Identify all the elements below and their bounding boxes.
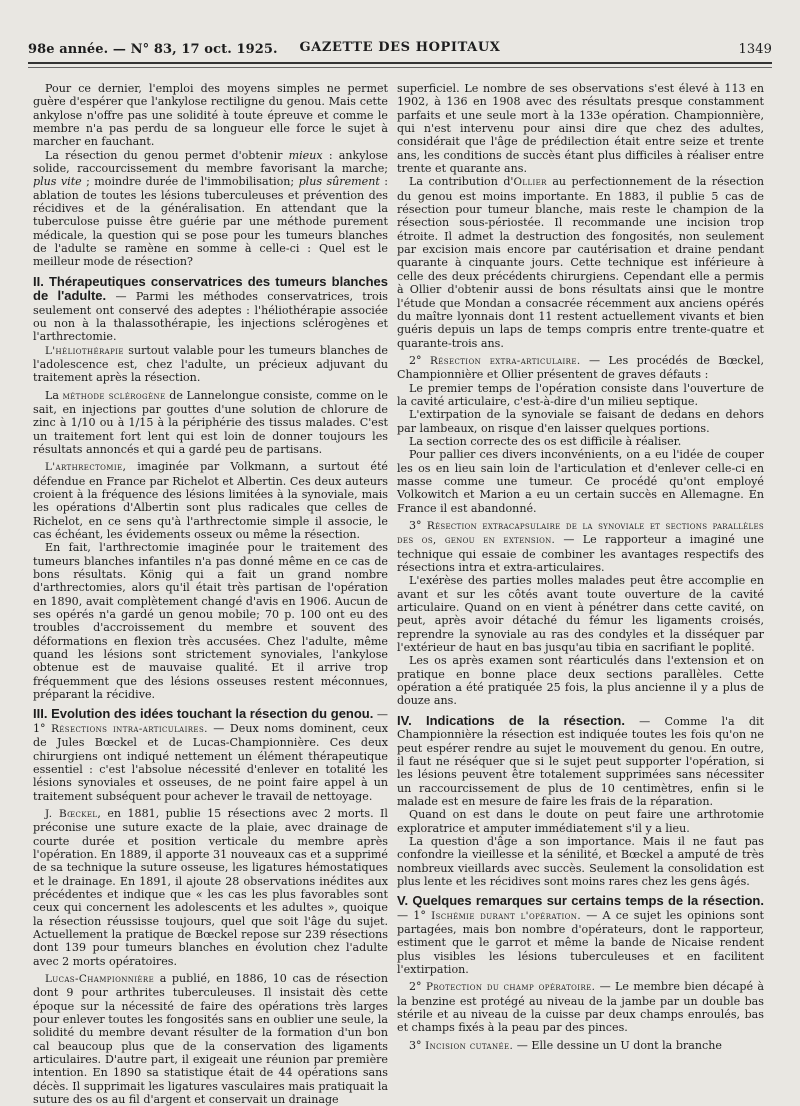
lead-term: Résections intra-articulaires. — [51, 722, 208, 735]
lead-term: Ollier — [513, 176, 547, 189]
paragraph: La section correcte des os est difficile à réaliser. — [409, 434, 682, 448]
paragraph: superficiel. Le nombre de ses observations s'est élevé à 113 en 1902, à 136 en 1908 avec des résultats presque constamment parfaits et une seule mort à la 133e opération. Championnière, qui n'est intervenu pour ainsi dire que chez des adultes, considérait que l'âge de prédilection était entre seize et trente ans, les conditions de succès étant plus difficiles à réaliser entre trente et quarante ans. — [397, 82, 764, 176]
lead-term: Incision cutanée. — [425, 1039, 514, 1052]
section-2 — [33, 275, 388, 344]
paragraph: L'exérèse des parties molles malades peut être accomplie en avant et sur les côtés avant toute ouverture de la cavité articulaire. Quand on en vient à pénétrer dans cette cavité, on peut, après avoir détaché du fémur les ligaments croisés, reprendre la synoviale au ras des condyles et la disséquer par l'extérieur de haut en bas jusqu'au tibia en sacrifiant le poplité. — [397, 574, 764, 655]
text-run: — Elle dessine un U dont la branche — [513, 1038, 722, 1052]
text-run: — 1° — [397, 908, 432, 922]
lead-term: J. Bœckel — [45, 807, 98, 820]
paragraph: En fait, l'arthrectomie imaginée pour le traitement des tumeurs blanches infantiles n'a pas donné même en ce cas de bons résultats. König qui a fait un grand nombre d'arthrectomies, alors qu'il était très partisan de l'opération en 1890, avait complètement changé d'avis en 1906. Aucun de ses opérés n'a gardé un genou mobile; 70 p. 100 ont eu des troubles d'accroissement du membre et souvent des déformations en flexion très accusées. Chez l'adulte, même quand les lésions sont strictement synoviales, l'ankylose obtenue est de mauvaise qualité. Et il arrive trop fréquemment que des lésions osseuses restent méconnues, préparant la récidive. — [33, 541, 388, 702]
text-run: : ankylose solide, raccourcissement du membre favorisant la marche; — [33, 148, 388, 176]
text-run: de Lannelongue consiste, comme on le sait, en injections par gouttes d'une solution de chlorure de zinc à 1/10 ou à 1/15 à la périphérie des tissus malades. C'est un traitement fort lent qui est loin de donner toujours les résultats annoncés et qui a gardé peu de partisans. — [33, 388, 388, 456]
section-heading: V. Quelques remarques sur certains temps de la résection. — [397, 893, 764, 909]
paragraph — [397, 980, 764, 1034]
italic-text: plus vite — [33, 175, 82, 189]
text-run: La — [45, 388, 63, 402]
issue-info: 98e année. — N° 83, 17 oct. 1925. — [28, 42, 278, 57]
text-run: — Parmi les méthodes conservatrices, trois seulement ont conservé des adeptes : l'héliothérapie associée ou non à la thalassothérapie, les injections sclérogènes et l'arthrectomie. — [33, 290, 388, 344]
text-run: — A ce sujet les opinions sont partagées, mais bon nombre d'opérateurs, dont le rapporteur, estiment que le garrot et même la bande de Nicaise rendent plus visibles les lésions tuberculeuses et en facilitent l'extirpation. — [397, 908, 764, 976]
journal-title: GAZETTE DES HOPITAUX — [299, 40, 501, 55]
lead-term: Résection extra-articulaire. — [430, 354, 581, 367]
paragraph — [397, 519, 764, 574]
lead-term: Lucas-Championnière — [45, 973, 155, 985]
lead-term: L'héliothérapie — [45, 344, 124, 357]
section-heading: II. Thérapeutiques conservatrices des tumeurs blanches de l'adulte. — [33, 273, 388, 304]
paragraph — [33, 389, 388, 457]
paragraph — [33, 460, 388, 541]
text-run: 2° — [409, 353, 431, 367]
text-run: — Comme l'a dit Championnière la résection est indiquée toutes les fois qu'on ne peut espérer rendre au sujet le mouvement du genou. En outre, il faut ne réséquer que si le sujet peut supporter l'opération, si les lésions peuvent être totalement supprimées sans nécessiter un raccourcissement de plus de 10 centimètres, enfin si le malade est en mesure de faire les frais de la réparation. — [397, 714, 764, 808]
text-run: — Le rapporteur a imaginé une technique qui essaie de combiner les avantages respectifs des résections intra et extra-articulaires. — [397, 533, 764, 575]
lead-term: méthode sclérogène — [62, 389, 166, 402]
section-3 — [33, 707, 388, 802]
section-4 — [397, 714, 764, 808]
paragraph: Pour ce dernier, l'emploi des moyens simples ne permet guère d'espérer que l'ankylose rectiligne du genou. Mais cette ankylose n'offre pas une solidité à toute épreuve et comme le membre n'a pas perdu de sa longueur elle force le sujet à marcher en fauchant. — [33, 82, 388, 149]
text-run: ; moindre durée de l'immobilisation; — [81, 175, 299, 189]
italic-text: mieux — [288, 148, 323, 162]
right-column — [397, 82, 764, 1094]
text-run: La résection du genou permet d'obtenir — [45, 148, 289, 162]
paragraph — [33, 972, 388, 1106]
paragraph — [33, 344, 388, 385]
lead-term: Protection du champ opératoire. — [425, 981, 596, 994]
lead-term: L'arthrectomie — [45, 461, 123, 474]
text-run: : ablation de toutes les lésions tuberculeuses et prévention des récidives et de la généralisation. En attendant que la tuberculose puisse être guérie par une méthode purement médicale, la question qui se pose pour les tumeurs blanches de l'adulte se ramène en somme à celle-ci : Quel est le meilleur mode de résection? — [33, 175, 388, 269]
text-run: — Les procédés de Bœckel, Championnière et Ollier présentent de graves défauts : — [397, 353, 765, 382]
paragraph: Le premier temps de l'opération consiste dans l'ouverture de la cavité articulaire, c'est-à-dire d'un milieu septique. — [397, 381, 764, 408]
text-run: — Le membre bien décapé à la benzine est protégé au niveau de la jambe par un double bas stérile et au niveau de la cuisse par deux champs enroulés, bas et champs fixés à la peau par des pinces. — [397, 980, 764, 1035]
italic-text: plus sûrement — [298, 175, 380, 189]
lead-term: Ischémie durant l'opération. — [431, 909, 582, 922]
text-run: 2° — [409, 980, 426, 994]
section-heading: IV. Indications de la résection. — [397, 712, 625, 728]
section-heading: III. Evolution des idées touchant la résection du genou. — [33, 706, 374, 722]
left-column — [33, 82, 388, 1106]
text-run: La contribution d' — [409, 175, 514, 189]
page-number: 1349 — [738, 42, 772, 57]
paragraph: La question d'âge a son importance. Mais il ne faut pas confondre la vieillesse et la sénilité, et Bœckel a amputé de très nombreux vieillards avec succès. Seulement la consolidation est plus lente et les récidives sont moins rares chez les gens âgés. — [397, 834, 764, 888]
text-run: 3° — [409, 519, 427, 532]
header-rule — [28, 62, 772, 64]
running-header — [28, 40, 772, 60]
paragraph — [33, 807, 388, 968]
text-run: au perfectionnement de la résection du genou est moins importante. En 1883, il publie 5 cas de résection pour tumeur blanche, mais reste le champion de la résection sous-périostée. Il recommande une incision trop étroite. Il admet la destruction des fongosités, non seulement par excision mais encore par cautérisation et draine pendant quarante à cinquante jours. Cette technique est inférieure à celle des deux précédents chirurgiens. Cependant elle a permis à Ollier d'obtenir aussi de bons résultats ainsi que le montre l'étude que Mondan a consacrée récemment aux anciens opérés du maître lyonnais dont 11 restent actuellement vivants et bien guéris depuis un laps de temps compris entre trente-quatre et quarante-trois ans. — [397, 175, 764, 350]
text-run: — 1° — [33, 708, 388, 735]
lead-term: Résection extracapsulaire de la synoviale et sections parallèles des os, genou en extension. — [397, 520, 764, 547]
paragraph — [397, 1039, 764, 1053]
text-run: , imaginée par Volkmann, a surtout été défendue en France par Richelot et Albertin. Ces deux auteurs croient à la fréquence des lésions limitées à la synoviale, mais les opérations d'Albertin sont plus radicales que celles de Richelot, en ce sens qu'à l'arthrectomie simple il associe, le cas échéant, les évidements osseux ou même la résection. — [33, 460, 388, 541]
header-rule-thin — [28, 67, 772, 68]
paragraph: L'extirpation de la synoviale se faisant de dedans en dehors par lambeaux, on risque d'en laisser quelques portions. — [397, 408, 764, 435]
text-run: surtout valable pour les tumeurs blanches de l'adolescence est, chez l'adulte, un précieux adjuvant du traitement après la résection. — [33, 343, 388, 385]
section-5 — [397, 894, 764, 976]
paragraph — [33, 149, 388, 269]
paragraph: Les os après examen sont réarticulés dans l'extension et on pratique en bonne place deux sections parallèles. Cette opération a été pratiquée 25 fois, la plus ancienne il y a plus de douze ans. — [397, 654, 764, 708]
text-run: 3° — [409, 1038, 426, 1052]
text-run: a publié, en 1886, 10 cas de résection dont 9 pour arthrites tuberculeuses. Il insistait dès cette époque sur la nécessité de faire des opérations très larges pour enlever toutes les fongosités sans en oublier une seule, la solidité du membre devant résulter de la formation d'un bon cal beaucoup plus que de la conservation des ligaments articulaires. D'autre part, il exigeait une réunion par première intention. En 1890 sa statistique était de 44 opérations sans décès. Il supprimait les ligatures vasculaires mais pratiquait la suture des os au fil d'argent et conservait un drainage — [33, 972, 388, 1106]
text-run: — Deux noms dominent, ceux de Jules Bœckel et de Lucas-Championnière. Ces deux chirurgiens ont indiqué nettement un élément thérapeutique essentiel : c'est l'absolue nécessité d'enlever en totalité les lésions synoviales et osseuses, de ne point faire appel à un traitement subséquent pour achever le travail de nettoyage. — [33, 721, 388, 803]
paragraph — [397, 175, 764, 349]
text-run: , en 1881, publie 15 résections avec 2 morts. Il préconise une suture exacte de la plaie, avec drainage de courte durée et position verticale du membre après l'opération. En 1889, il apporte 31 nouveaux cas et a supprimé de sa technique la suture osseuse, les ligatures hémostatiques et le drainage. En 1891, il ajoute 28 observations inédites aux précédentes et indique que « les cas les plus favorables sont ceux qui concernent les adolescents et les adultes », quoique la résection réussisse toujours, quel que soit l'âge du sujet. Actuellement la pratique de Bœckel repose sur 239 résections dont 139 pour tumeurs blanches en évolution chez l'adulte avec 2 morts opératoires. — [33, 806, 388, 968]
paragraph — [397, 354, 764, 382]
paragraph: Quand on est dans le doute on peut faire une arthrotomie exploratrice et amputer immédiatement s'il y a lieu. — [397, 808, 764, 835]
paragraph: Pour pallier ces divers inconvénients, on a eu l'idée de couper les os en lieu sain loin de l'articulation et d'enlever celle-ci en masse comme une tumeur. Ce procédé qu'ont employé Volkowitch et Marion a eu un certain succès en Allemagne. En France il est abandonné. — [397, 448, 764, 515]
